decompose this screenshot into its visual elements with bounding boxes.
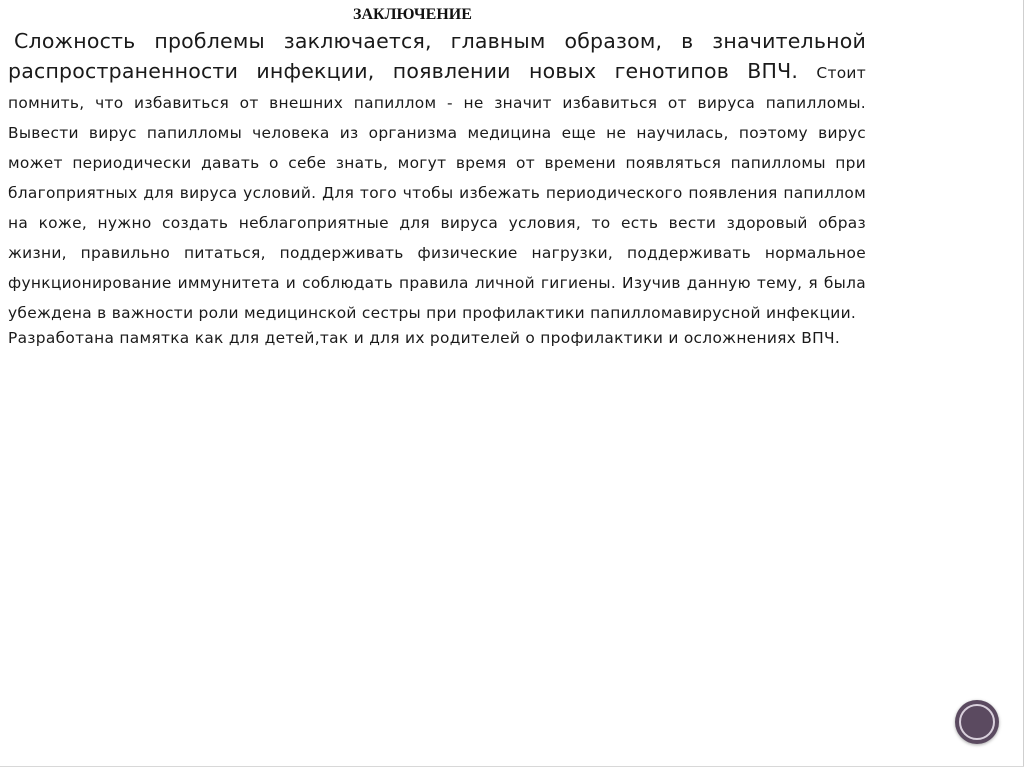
slide-title: ЗАКЛЮЧЕНИЕ	[353, 6, 472, 23]
slide-content	[8, 4, 866, 350]
slide-nav-button[interactable]	[955, 700, 999, 744]
memo-paragraph: Разработана памятка как для детей,так и для их родителей о профилактики и осложнениях ВПЧ.	[8, 329, 841, 347]
circle-icon	[959, 704, 995, 740]
conclusion-paragraph	[8, 26, 866, 326]
lead-text: Сложность проблемы заключается, главным образом, в значительной распространенности инфекции, появлении новых генотипов ВПЧ.	[8, 29, 866, 83]
body-text: Стоит помнить, что избавиться от внешних папиллом - не значит избавиться от вируса папилломы. Вывести вирус папилломы человека из организма медицина еще не научилась, поэтому вирус может периодически давать о себе знать, могут время от времени появляться папилломы при благоприятных для вируса условий. Для того чтобы избежать периодического появления папиллом на коже, нужно создать неблагоприятные для вируса условия, то есть вести здоровый образ жизни, правильно питаться, поддерживать физические нагрузки, поддерживать нормальное функционирование иммунитета и соблюдать правила личной гигиены. Изучив данную тему, я была убеждена в важности роли медицинской сестры при профилактики папилломавирусной инфекции.	[8, 64, 867, 322]
